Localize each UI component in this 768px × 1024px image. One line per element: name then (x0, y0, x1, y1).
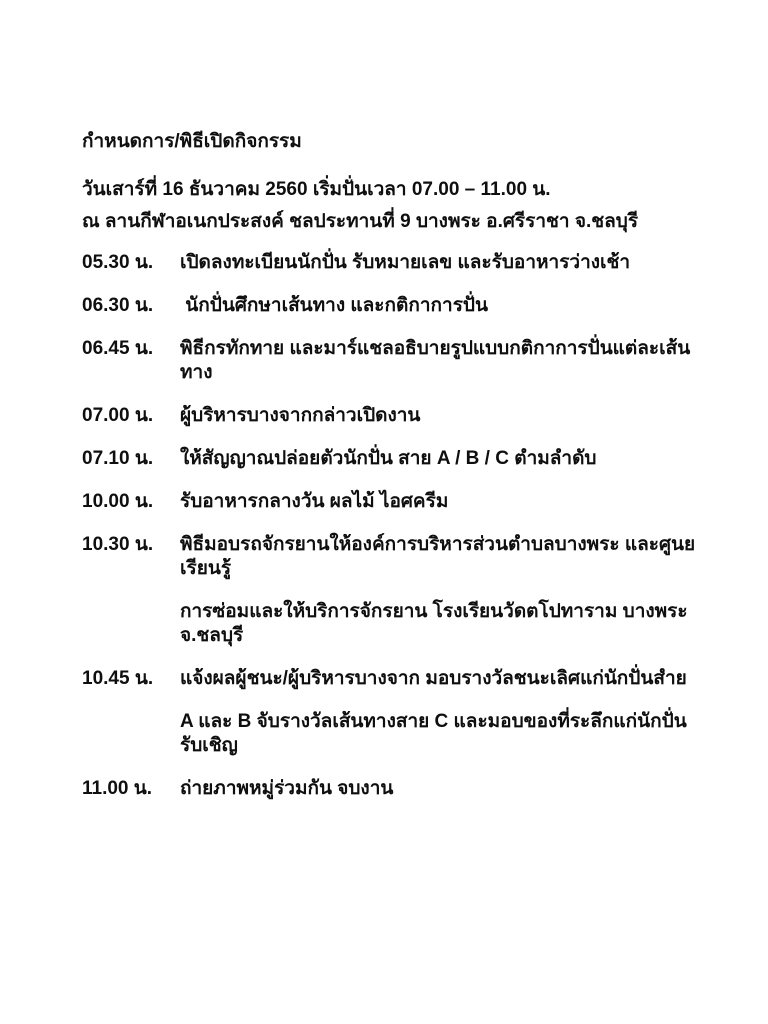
schedule-line: ผู้บริหารบางจากกล่าวเปิดงาน (180, 405, 421, 426)
schedule-description (180, 294, 708, 318)
schedule-time: 07.00 น. (82, 405, 154, 426)
schedule-line-continuation: การซ่อมและให้บริการจักรยาน โรงเรียนวัดตโปทาราม บางพระ จ.ชลบุรี (180, 601, 693, 646)
schedule-row (82, 777, 708, 801)
schedule-description (180, 251, 708, 275)
schedule-row (82, 251, 708, 275)
schedule-row (82, 294, 708, 318)
schedule-line-continuation: A และ B จับรางวัลเส้นทางสาย C และมอบของที่ระลึกแก่นักปั่นรับเชิญ (180, 711, 687, 756)
schedule-line: แจ้งผลผู้ชนะ/ผู้บริหารบางจาก มอบรางวัลชนะเลิศแก่นักปั่นสำย (180, 668, 687, 689)
schedule-row (82, 490, 708, 514)
schedule-time: 11.00 น. (82, 778, 153, 799)
schedule-row (82, 337, 708, 385)
schedule-time: 07.10 น. (82, 448, 154, 469)
schedule-line: เปิดลงทะเบียนนักปั่น รับหมายเลข และรับอาหารว่างเช้า (180, 252, 631, 273)
schedule-list (82, 251, 708, 801)
schedule-line: ให้สัญญาณปล่อยตัวนักปั่น สาย A / B / C ตำมลำดับ (180, 448, 597, 469)
schedule-line: พิธีมอบรถจักรยานให้องค์การบริหารส่วนตำบลบางพระ และศูนยเรียนรู้ (180, 534, 696, 579)
schedule-description (180, 490, 708, 514)
schedule-line: นักปั่นศึกษาเส้นทาง และกติกาการปั่น (180, 295, 488, 316)
schedule-time: 05.30 น. (82, 252, 154, 273)
schedule-row (82, 447, 708, 471)
schedule-row (82, 667, 708, 758)
schedule-time: 10.30 น. (82, 534, 154, 555)
event-date-line: วันเสาร์ที่ 16 ธันวาคม 2560 เริ่มปั่นเวลา 07.00 – 11.00 น. (82, 179, 551, 200)
schedule-time: 10.00 น. (82, 491, 154, 512)
schedule-description (180, 533, 708, 648)
schedule-description (180, 337, 708, 385)
schedule-description (180, 777, 708, 801)
schedule-time: 06.30 น. (82, 295, 154, 316)
schedule-time: 10.45 น. (82, 668, 154, 689)
page-title: กำหนดการ/พิธีเปิดกิจกรรม (82, 131, 302, 152)
schedule-description (180, 404, 708, 428)
schedule-time: 06.45 น. (82, 338, 154, 359)
schedule-line: ถ่ายภาพหมู่ร่วมกัน จบงาน (180, 778, 394, 799)
schedule-description (180, 667, 708, 758)
schedule-description (180, 447, 708, 471)
schedule-row (82, 404, 708, 428)
schedule-row (82, 533, 708, 648)
schedule-line: รับอาหารกลางวัน ผลไม้ ไอศครีม (180, 491, 449, 512)
event-venue-line: ณ ลานกีฬาอเนกประสงค์ ชลประทานที่ 9 บางพระ อ.ศรีราชา จ.ชลบุรี (82, 211, 639, 232)
schedule-line: พิธีกรทักทาย และมาร์แชลอธิบายรูปแบบกติกาการปั่นแต่ละเส้นทาง (180, 338, 691, 383)
